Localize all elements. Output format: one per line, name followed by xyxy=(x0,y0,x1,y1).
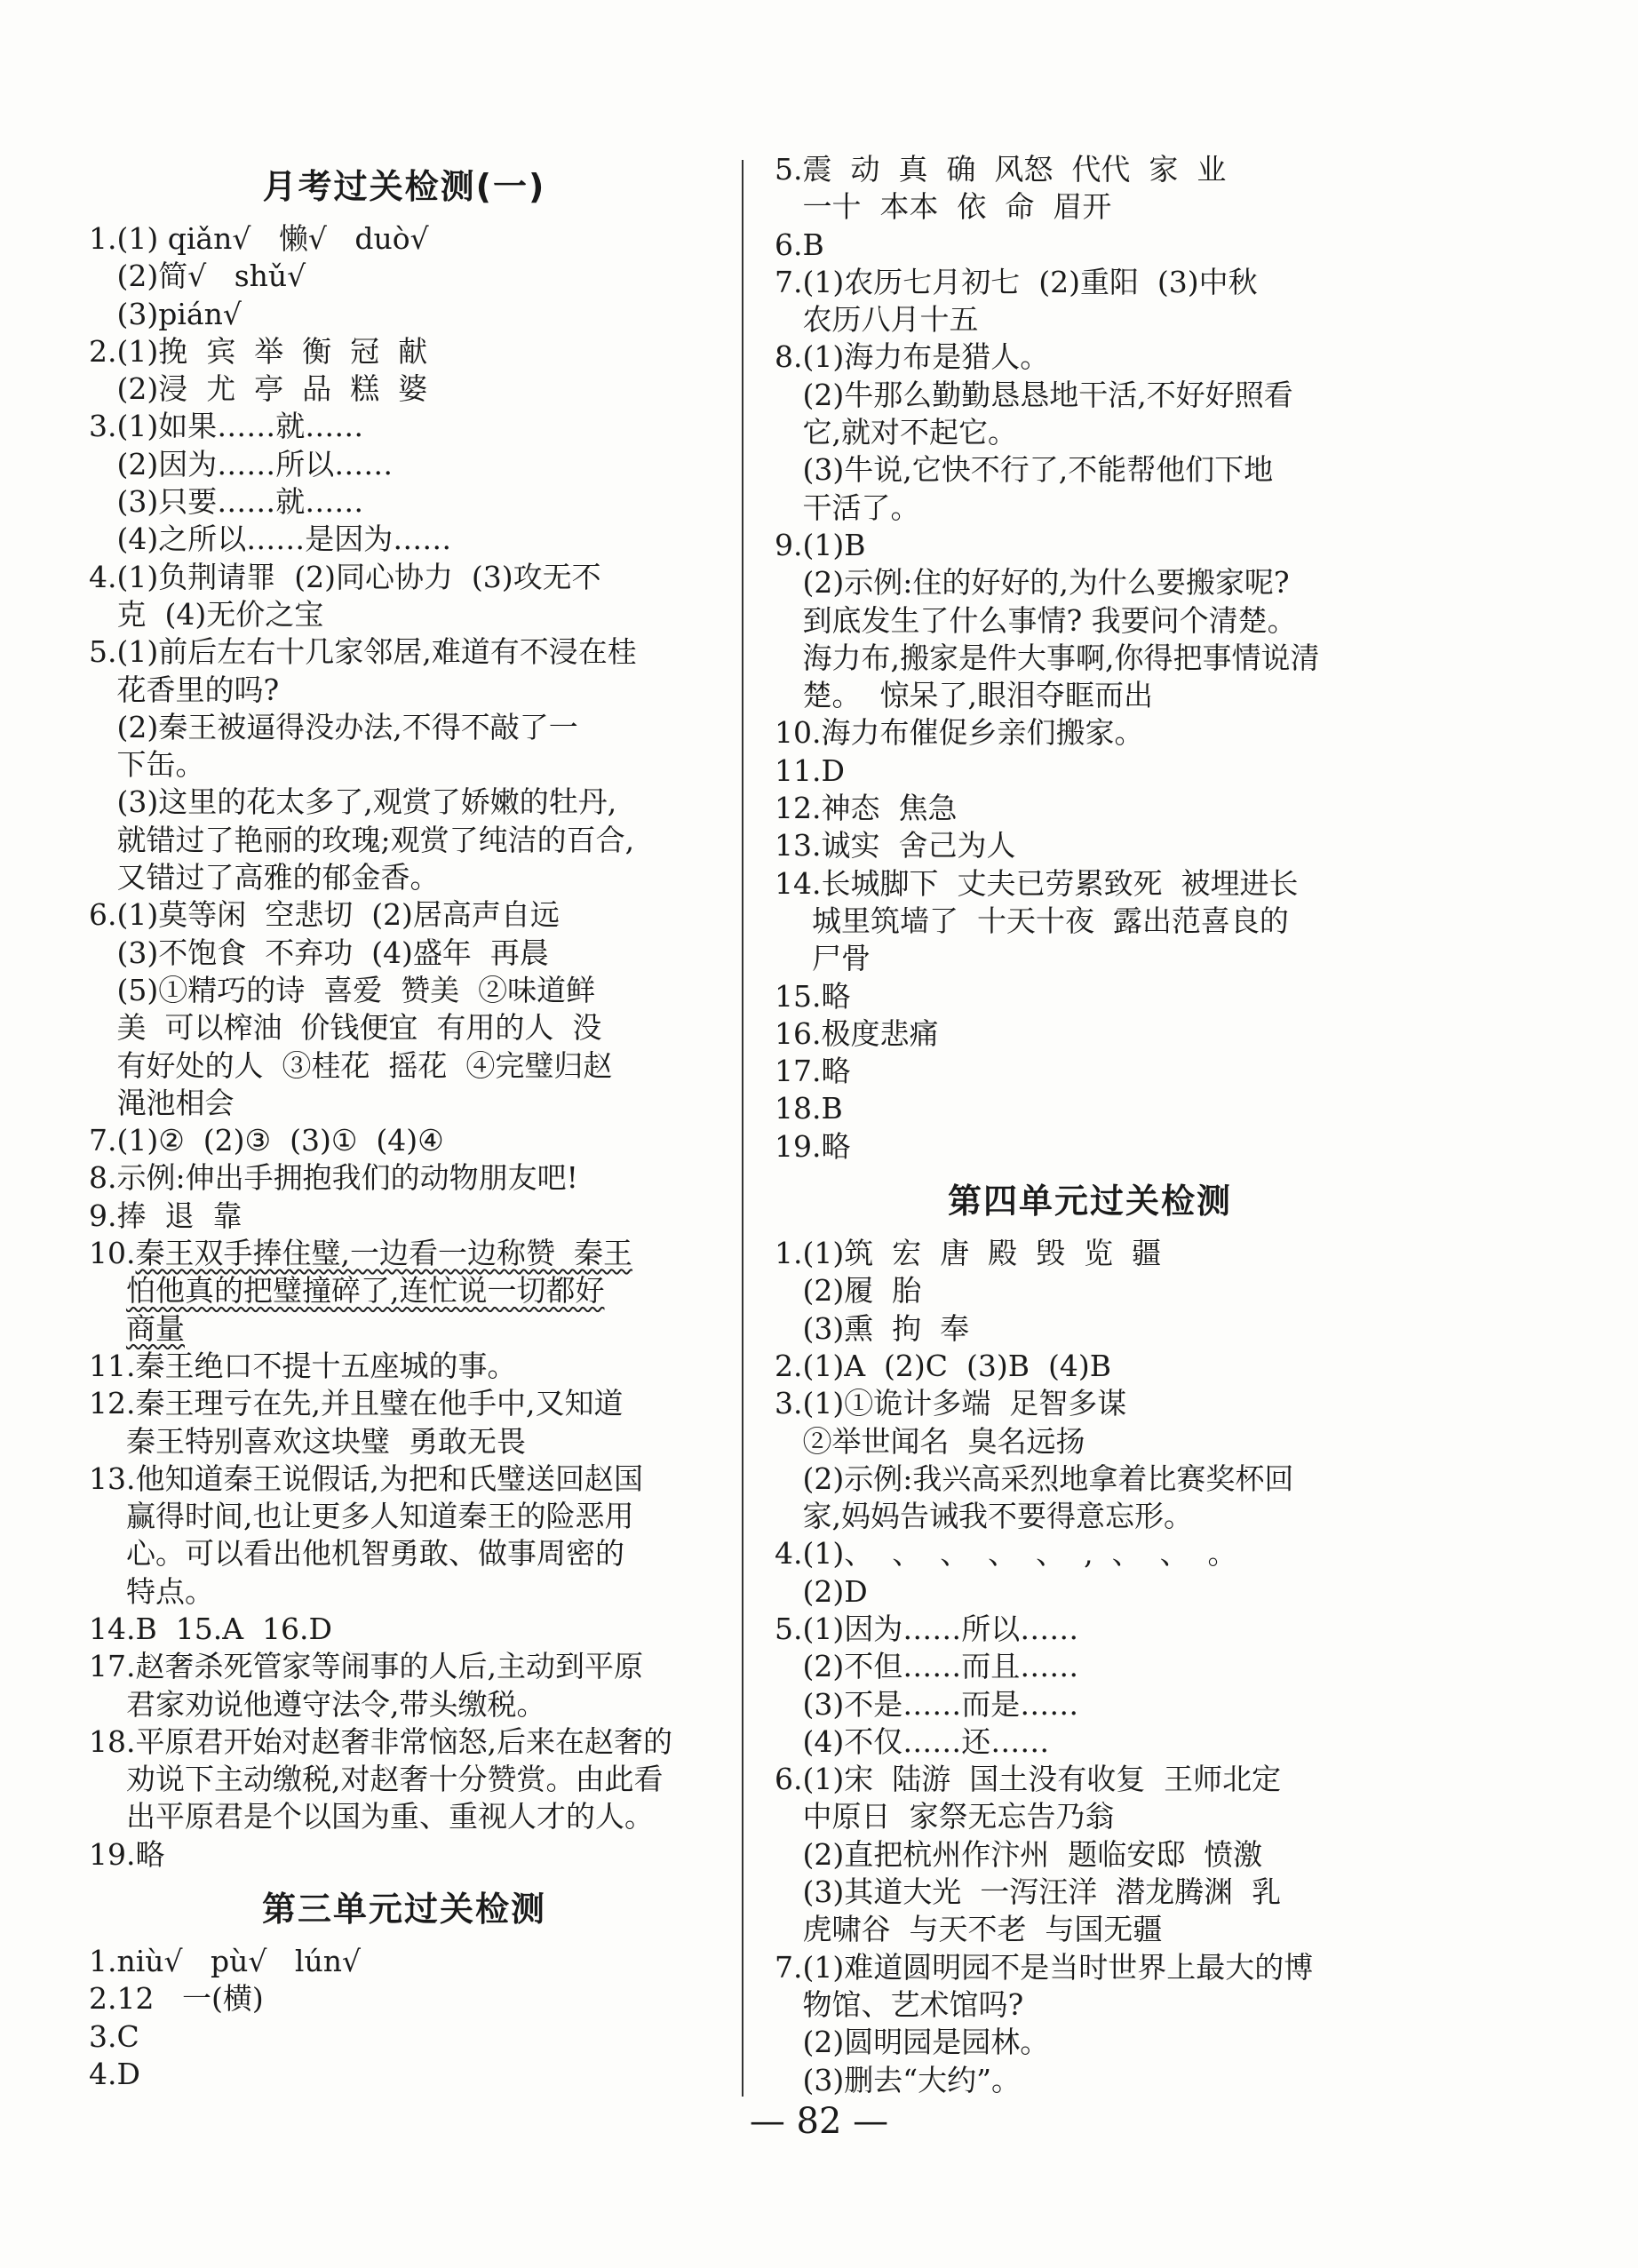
q10-underlined-text-1: 秦王双手捧住璧,一边看一边称赞 秦王 xyxy=(135,1236,632,1271)
q10-number: 10. xyxy=(89,1236,136,1271)
answer-line: 18.B xyxy=(775,1091,843,1126)
answer-line: (2)直把杭州作汴州 题临安邸 愤激 xyxy=(775,1836,1263,1872)
answer-block-unit4 xyxy=(775,1235,1405,2099)
answer-line: 2.12 一(横) xyxy=(89,1981,264,2017)
answer-line: 6.B xyxy=(775,227,824,262)
left-column xyxy=(89,151,720,2093)
answer-line: 3.(1)如果……就…… xyxy=(89,409,364,444)
answer-line: 17.略 xyxy=(775,1054,851,1089)
answer-line: 君家劝说他遵守法令,带头缴税。 xyxy=(89,1686,546,1722)
section-title-unit3: 第三单元过关检测 xyxy=(261,1890,546,1930)
answer-line: 17.赵奢杀死管家等闹事的人后,主动到平原 xyxy=(89,1649,643,1684)
answer-line: (2)简√ shǔ√ xyxy=(89,259,306,294)
answer-line: 3.(1)①诡计多端 足智多谋 xyxy=(775,1386,1127,1421)
answer-line: 7.(1)② (2)③ (3)① (4)④ xyxy=(89,1123,444,1158)
answer-line: (2)秦王被逼得没办法,不得不敲了一 xyxy=(89,709,578,744)
answer-line: (3)不饱食 不弃功 (4)盛年 再晨 xyxy=(89,935,549,970)
answer-line: (3)熏 拘 奉 xyxy=(775,1310,970,1346)
answer-line: (3)不是……而是…… xyxy=(775,1686,1079,1722)
answer-line: 13.诚实 舍己为人 xyxy=(775,828,1016,863)
right-column xyxy=(775,151,1405,2099)
column-divider xyxy=(742,160,743,2097)
answer-line: 尸骨 xyxy=(775,941,871,976)
answer-line-q10-cont2 xyxy=(89,1310,720,1348)
answer-line: 19.略 xyxy=(89,1836,165,1872)
answer-line: 下缶。 xyxy=(89,747,205,783)
answer-line: 8.示例:伸出手拥抱我们的动物朋友吧! xyxy=(89,1160,578,1196)
answer-line: 5.震 动 真 确 风怒 代代 家 业 xyxy=(775,152,1227,187)
answer-line: 秦王特别喜欢这块璧 勇敢无畏 xyxy=(89,1423,526,1459)
answer-block-monthly-part1 xyxy=(89,220,720,1235)
answer-line: 心。可以看出他机智勇敢、做事周密的 xyxy=(89,1536,624,1572)
answer-line: 6.(1)宋 陆游 国土没有收复 王师北定 xyxy=(775,1762,1282,1797)
answer-line: (3)其道大光 一泻汪洋 潜龙腾渊 乳 xyxy=(775,1874,1282,1910)
answer-line: 有好处的人 ③桂花 摇花 ④完璧归赵 xyxy=(89,1047,613,1083)
answer-line: (2)示例:住的好好的,为什么要搬家呢? xyxy=(775,565,1290,601)
answer-line: 美 可以榨油 价钱便宜 有用的人 没 xyxy=(89,1010,602,1046)
answer-line: 10.海力布催促乡亲们搬家。 xyxy=(775,715,1144,751)
answer-line: 7.(1)农历七月初七 (2)重阳 (3)中秋 xyxy=(775,264,1258,299)
answer-line: 5.(1)前后左右十几家邻居,难道有不浸在桂 xyxy=(89,634,637,670)
answer-line: 干活了。 xyxy=(775,489,920,525)
answer-block-monthly-part2 xyxy=(89,1348,720,1874)
answer-block-unit3-part1 xyxy=(89,1943,720,2093)
answer-line: 14.B 15.A 16.D xyxy=(89,1611,332,1646)
answer-line: 16.极度悲痛 xyxy=(775,1015,939,1051)
answer-line: 15.略 xyxy=(775,978,851,1014)
answer-line: 1.niù√ pù√ lún√ xyxy=(89,1944,362,1979)
answer-line: 又错过了高雅的郁金香。 xyxy=(89,860,440,895)
page-number: — 82 — xyxy=(749,2101,889,2142)
answer-line: 特点。 xyxy=(89,1573,214,1609)
answer-line: (4)不仅……还…… xyxy=(775,1723,1050,1759)
answer-line: 5.(1)因为……所以…… xyxy=(775,1611,1079,1646)
answer-line: 海力布,搬家是件大事啊,你得把事情说清 xyxy=(775,640,1320,675)
answer-line: 8.(1)海力布是猎人。 xyxy=(775,339,1050,375)
answer-line: 出平原君是个以国为重、重视人才的人。 xyxy=(89,1799,654,1834)
answer-line: 11.D xyxy=(775,752,845,788)
answer-line-q10 xyxy=(89,1235,720,1272)
q10-underlined-text-3: 商量 xyxy=(125,1310,185,1346)
answer-line: 物馆、艺术馆吗? xyxy=(775,1986,1024,2022)
answer-line: 9.(1)B xyxy=(775,527,866,562)
answer-line: 6.(1)莫等闲 空悲切 (2)居高声自远 xyxy=(89,897,560,933)
answer-line: 12.神态 焦急 xyxy=(775,791,958,826)
answer-line: 到底发生了什么事情? 我要问个清楚。 xyxy=(775,602,1297,638)
answer-line: 农历八月十五 xyxy=(775,302,979,338)
answer-line: (5)①精巧的诗 喜爱 赞美 ②味道鲜 xyxy=(89,972,596,1007)
answer-line: 4.(1)负荆请罪 (2)同心协力 (3)攻无不 xyxy=(89,559,601,594)
answer-line: 19.略 xyxy=(775,1128,851,1164)
answer-line: 3.C xyxy=(89,2018,139,2054)
answer-line: 一十 本本 依 命 眉开 xyxy=(775,189,1112,225)
answer-line: (3)这里的花太多了,观赏了娇嫩的牡丹, xyxy=(89,784,617,820)
answer-line: 虎啸谷 与天不老 与国无疆 xyxy=(775,1912,1163,1947)
answer-line: 4.D xyxy=(89,2056,140,2091)
section-title-unit4: 第四单元过关检测 xyxy=(947,1182,1232,1222)
answer-line: (2)示例:我兴高采烈地拿着比赛奖杯回 xyxy=(775,1460,1294,1496)
answer-line: 花香里的吗? xyxy=(89,672,280,707)
answer-line: (2)浸 尤 亭 品 糕 婆 xyxy=(89,371,428,407)
section-title-monthly-test: 月考过关检测(一) xyxy=(262,167,546,206)
answer-line: 2.(1)挽 宾 举 衡 冠 献 xyxy=(89,333,428,369)
answer-line: 它,就对不起它。 xyxy=(775,415,1017,450)
answer-line: ②举世闻名 臭名远扬 xyxy=(775,1423,1085,1459)
answer-line: 1.(1) qiǎn√ 懒√ duò√ xyxy=(89,221,429,256)
answer-line: (3)pián√ xyxy=(89,296,242,331)
answer-line: 渑池相会 xyxy=(89,1085,235,1120)
answer-line: (4)之所以……是因为…… xyxy=(89,521,452,557)
answer-line: 2.(1)A (2)C (3)B (4)B xyxy=(775,1348,1111,1383)
answer-line-q10-cont xyxy=(89,1272,720,1309)
answer-line: 劝说下主动缴税,对赵奢十分赞赏。由此看 xyxy=(89,1762,664,1797)
answer-line: 城里筑墙了 十天十夜 露出范喜良的 xyxy=(775,903,1289,938)
answer-line: 7.(1)难道圆明园不是当时世界上最大的博 xyxy=(775,1949,1314,1985)
answer-line: 18.平原君开始对赵奢非常恼怒,后来在赵奢的 xyxy=(89,1723,672,1759)
answer-line: 赢得时间,也让更多人知道秦王的险恶用 xyxy=(89,1499,634,1534)
answer-line: 克 (4)无价之宝 xyxy=(89,596,324,632)
answer-line: (2)不但……而且…… xyxy=(775,1649,1079,1684)
answer-line: (2)D xyxy=(775,1573,868,1609)
answer-line: (2)牛那么勤勤恳恳地干活,不好好照看 xyxy=(775,377,1293,412)
answer-line: 11.秦王绝口不提十五座城的事。 xyxy=(89,1348,517,1383)
answer-line: (3)删去“大约”。 xyxy=(775,2062,1021,2097)
answer-line: 中原日 家祭无忘告乃翁 xyxy=(775,1799,1115,1834)
answer-line: 13.他知道秦王说假话,为把和氏璧送回赵国 xyxy=(89,1460,643,1496)
answer-line: 4.(1)、 、 、 、 、 , 、 、 。 xyxy=(775,1536,1237,1572)
answer-line: 9.捧 退 靠 xyxy=(89,1198,243,1233)
answer-line: (2)履 胎 xyxy=(775,1273,922,1309)
answer-line: 家,妈妈告诫我不要得意忘形。 xyxy=(775,1499,1193,1534)
answer-line: 就错过了艳丽的玫瑰;观赏了纯洁的百合, xyxy=(89,822,635,857)
answer-block-unit3-part2 xyxy=(775,151,1405,1166)
answer-line: 14.长城脚下 丈夫已劳累致死 被埋进长 xyxy=(775,865,1299,901)
answer-line: (3)牛说,它快不行了,不能帮他们下地 xyxy=(775,452,1274,488)
answer-line: (2)因为……所以…… xyxy=(89,446,394,481)
answer-line: (2)圆明园是园林。 xyxy=(775,2025,1050,2060)
q10-underlined-text-2: 怕他真的把璧撞碎了,连忙说一切都好 xyxy=(125,1273,605,1309)
answer-line: 1.(1)筑 宏 唐 殿 毁 览 疆 xyxy=(775,1236,1162,1271)
answer-line: 楚。 惊呆了,眼泪夺眶而出 xyxy=(775,678,1153,713)
answer-line: 12.秦王理亏在先,并且璧在他手中,又知道 xyxy=(89,1386,624,1421)
answer-line: (3)只要……就…… xyxy=(89,484,364,520)
